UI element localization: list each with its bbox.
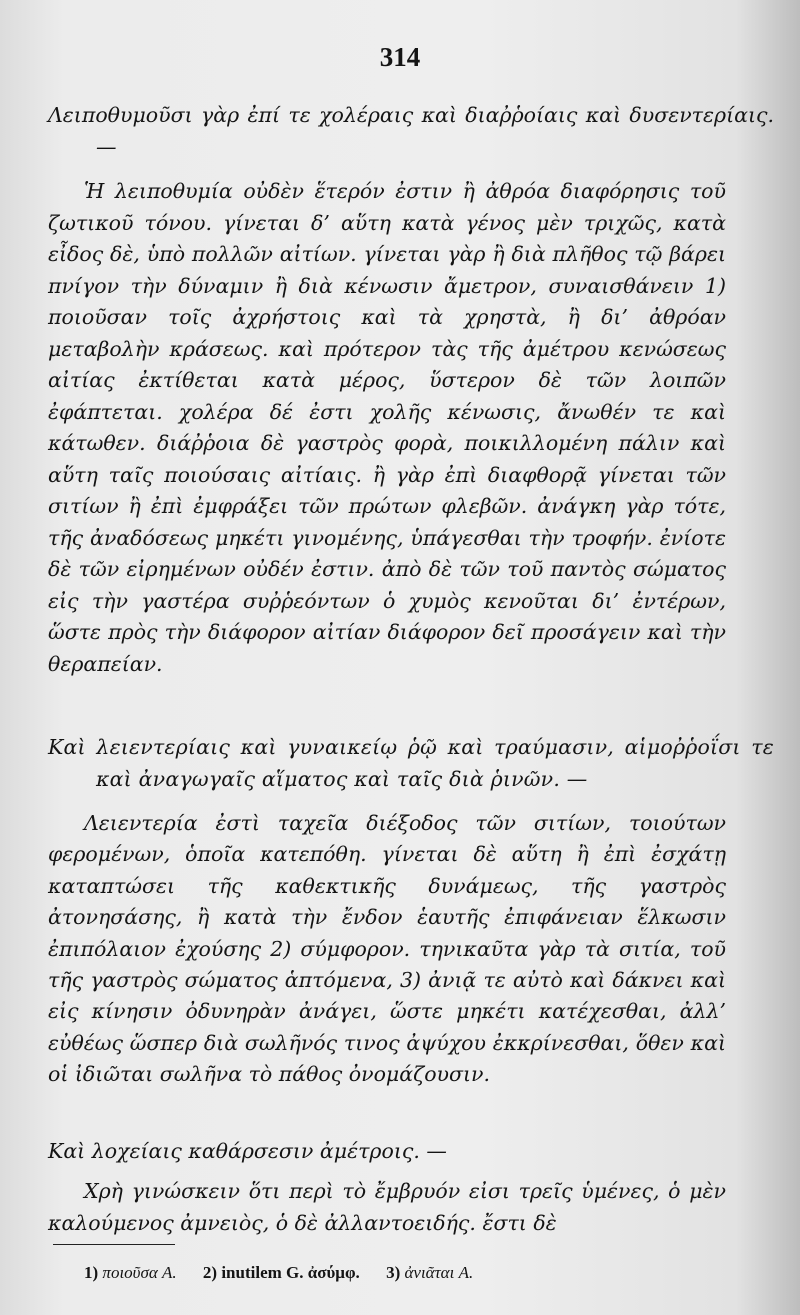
footnote-1 (84, 1263, 177, 1282)
lemma-paragraph-3: Καὶ λοχείαις καθάρσεσιν ἀμέτροις. — (48, 1139, 447, 1163)
page-number: 314 (379, 42, 421, 72)
commentary-paragraph-2: Λειεντερία ἐστὶ ταχεῖα διέξοδος τῶν σιτίων, τοιούτων φερομένων, ὁποῖα κατεπόθη. γίνεται δὲ αὕτη ἢ ἐπὶ ἐσχάτῃ καταπτώσει τῆς καθεκτικῆς δυνάμεως, τῆς γαστρὸς ἀτονησάσης, ἢ κατὰ τὴν ἔνδον ἑαυτῆς ἐπιφάνειαν ἕλκωσιν ἐπιπόλαιον ἐχούσης 2) σύμφορον. τηνικαῦτα γὰρ τὰ σιτία, τοῦ τῆς γαστρὸς σώματος ἁπτόμενα, 3) ἀνιᾷ τε αὐτὸ καὶ δάκνει καὶ εἰς κίνησιν ὀδυνηρὰν ἀνάγει, ὥστε μηκέτι κατέχεσθαι, ἀλλ’ εὐθέως ὥσπερ διὰ σωλῆνός τινος ἀψύχου ἐκκρίνεσθαι, ὅθεν καὶ οἱ ἰδιῶται σωλῆνα τὸ πάθος ὀνομάζουσιν. (48, 811, 726, 1087)
footnote-2-text: inutilem G. ἀσύμφ. (221, 1263, 360, 1282)
footnote-3-number: 3) (386, 1263, 401, 1282)
footnote-2 (203, 1263, 360, 1282)
commentary-paragraph-3: Χρὴ γινώσκειν ὅτι περὶ τὸ ἔμβρυόν εἰσι τρεῖς ὑμένες, ὁ μὲν καλούμενος ἀμνειὸς, ὁ δὲ ἀλλαντοειδής. ἔστι δὲ (48, 1179, 726, 1235)
footnote-3-text: ἀνιᾶται A. (404, 1263, 474, 1282)
footnote-1-number: 1) (84, 1263, 99, 1282)
footnotes (84, 1262, 724, 1284)
lemma-paragraph-2: Καὶ λειεντερίαις καὶ γυναικείῳ ῥῷ καὶ τραύμασιν, αἱμοῤῥοΐσι τε καὶ ἀναγωγαῖς αἵματος καὶ ταῖς διὰ ῥινῶν. — (48, 735, 774, 791)
footnote-1-text: ποιοῦσα A. (102, 1263, 177, 1282)
commentary-paragraph-1: Ἡ λειποθυμία οὐδὲν ἕτερόν ἐστιν ἢ ἀθρόα διαφόρησις τοῦ ζωτικοῦ τόνου. γίνεται δ’ αὕτη κατὰ γένος μὲν τριχῶς, κατὰ εἶδος δὲ, ὑπὸ πολλῶν αἰτίων. γίνεται γὰρ ἢ διὰ πλῆθος τῷ βάρει πνίγον τὴν δύναμιν ἢ διὰ κένωσιν ἄμετρον, συναισθάνειν 1) ποιοῦσαν τοῖς ἀχρήστοις καὶ τὰ χρηστὰ, ἢ δι’ ἀθρόαν μεταβολὴν κράσεως. καὶ πρότερον τὰς τῆς ἀμέτρου κενώσεως αἰτίας ἐκτίθεται κατὰ μέρος, ὕστερον δὲ τῶν λοιπῶν ἐφάπτεται. χολέρα δέ ἐστι χολῆς κένωσις, ἄνωθέν τε καὶ κάτωθεν. διάῤῥοια δὲ γαστρὸς φορὰ, ποικιλλομένη πάλιν καὶ αὕτη ταῖς ποιούσαις αἰτίαις. ἢ γὰρ ἐπὶ διαφθορᾷ γίνεται τῶν σιτίων ἢ ἐπὶ ἐμφράξει τῶν πρώτων φλεβῶν. ἀνάγκη γὰρ τότε, τῆς ἀναδόσεως μηκέτι γινομένης, ὑπάγεσθαι τὴν τροφήν. ἐνίοτε δὲ τῶν εἰρημένων οὐδέν ἐστιν. ἀπὸ δὲ τῶν τοῦ παντὸς σώματος εἰς τὴν γαστέρα συῤῥεόντων ὁ χυμὸς κενοῦται δι’ ἐντέρων, ὥστε πρὸς τὴν διάφορον αἰτίαν διάφορον δεῖ προσάγειν καὶ τὴν θεραπείαν. (48, 179, 726, 676)
footnote-divider (53, 1244, 175, 1245)
footnote-3 (386, 1263, 473, 1282)
footnote-2-number: 2) (202, 1263, 218, 1282)
lemma-paragraph-1: Λειποθυμοῦσι γὰρ ἐπί τε χολέραις καὶ διαῤῥοίαις καὶ δυσεντερίαις. — (48, 103, 774, 159)
